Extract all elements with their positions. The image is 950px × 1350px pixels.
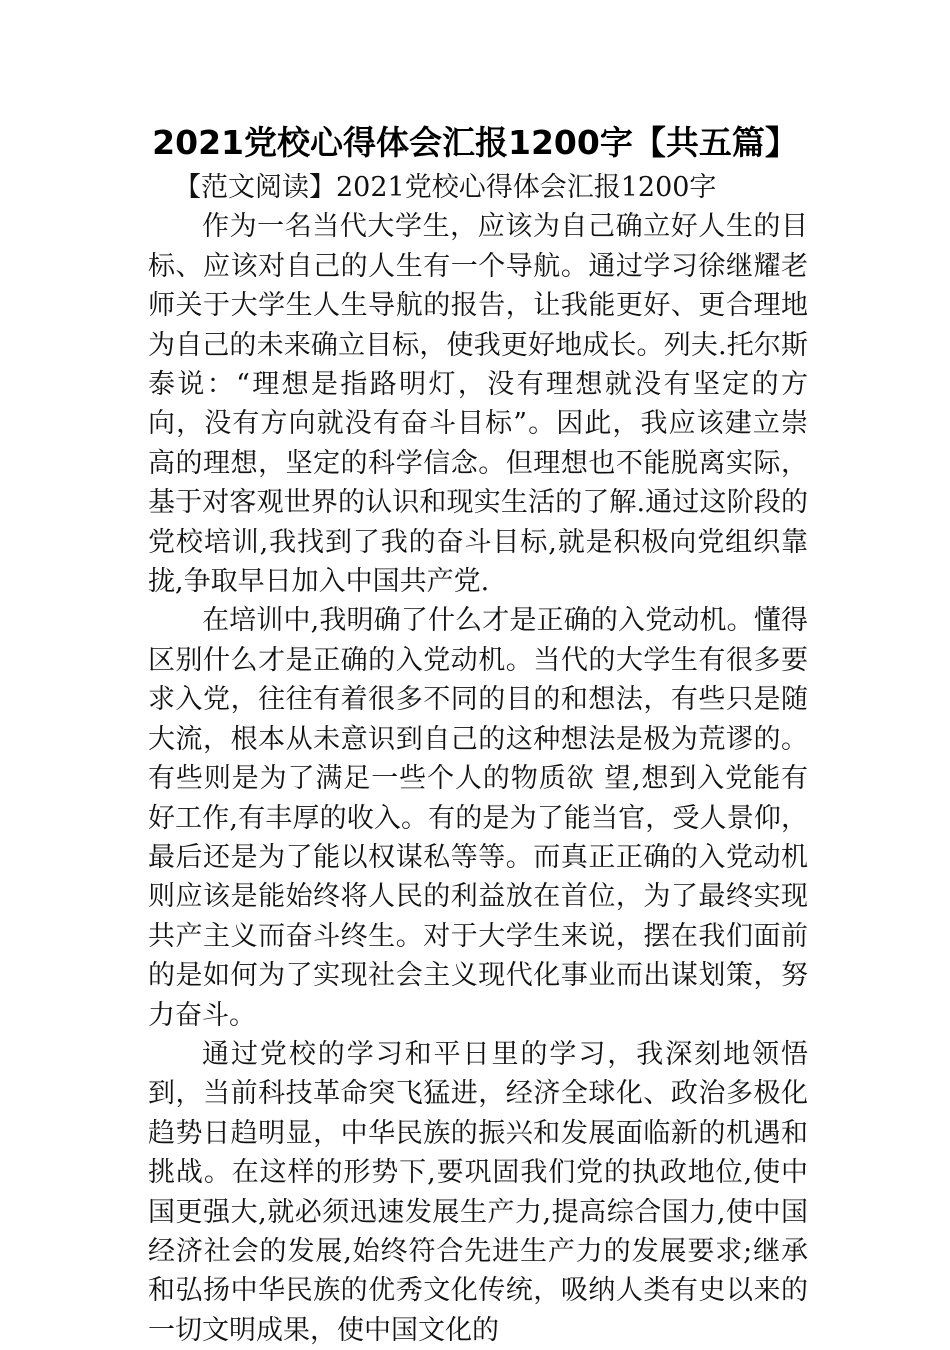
paragraph-3: 通过党校的学习和平日里的学习，我深刻地领悟到，当前科技革命突飞猛进，经济全球化、政治多极化趋势日趋明显，中华民族的振兴和发展面临新的机遇和挑战。在这样的形势下,要巩固我们党的执政地位,使中国更强大,就必须迅速发展生产力,提高综合国力,使中国经济社会的发展,始终符合先进生产力的发展要求;继承和弘扬中华民族的优秀文化传统，吸纳人类有史以来的一切文明成果，使中国文化的 [148, 1038, 808, 1346]
document-subheading: 【范文阅读】2021党校心得体会汇报1200字 [174, 172, 717, 203]
document-title: 2021党校心得体会汇报1200字【共五篇】 [152, 123, 798, 162]
document-body [148, 168, 808, 1350]
paragraph-1: 作为一名当代大学生，应该为自己确立好人生的目标、应该对自己的人生有一个导航。通过学习徐继耀老师关于大学生人生导航的报告，让我能更好、更合理地为自己的未来确立目标，使我更好地成长。列夫.托尔斯泰说：“理想是指路明灯，没有理想就没有坚定的方向，没有方向就没有奋斗目标”。因此，我应该建立崇高的理想，坚定的科学信念。但理想也不能脱离实际，基于对客观世界的认识和现实生活的了解.通过这阶段的党校培训,我找到了我的奋斗目标,就是积极向党组织靠拢,争取早日加入中国共产党. [148, 211, 808, 598]
paragraph-2: 在培训中,我明确了什么才是正确的入党动机。懂得区别什么才是正确的入党动机。当代的大学生有很多要求入党，往往有着很多不同的目的和想法，有些只是随大流，根本从未意识到自己的这种想法是极为荒谬的。有些则是为了满足一些个人的物质欲 望,想到入党能有好工作,有丰厚的收入。有的是为了能当官，受人景仰，最后还是为了能以权谋私等等。而真正正确的入党动机则应该是能始终将人民的利益放在首位，为了最终实现共产主义而奋斗终生。对于大学生来说，摆在我们面前的是如何为了实现社会主义现代化事业而出谋划策，努力奋斗。 [148, 605, 808, 1031]
